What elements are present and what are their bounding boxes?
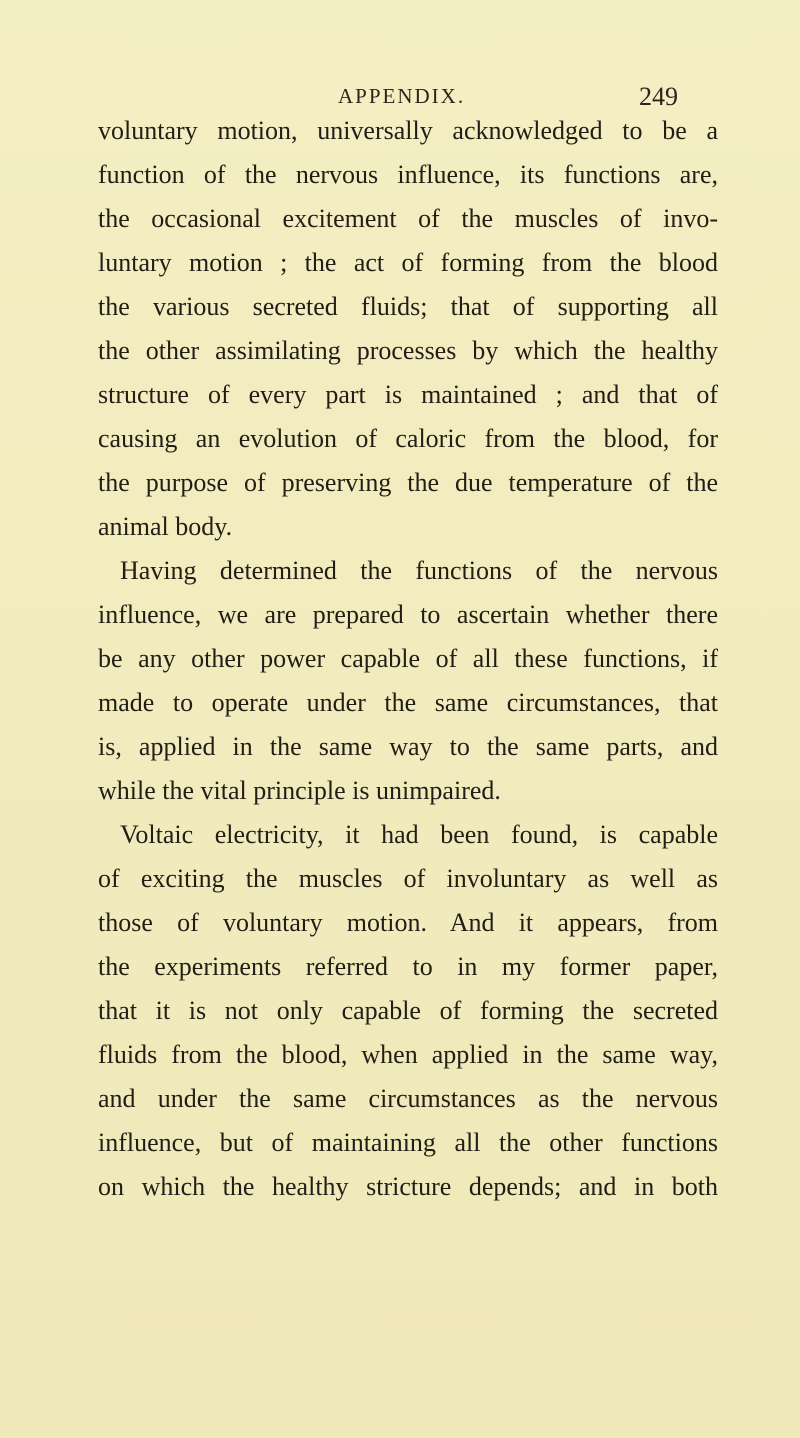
paragraph-start-line: Having determined the functions of the nervous bbox=[120, 556, 718, 585]
text-line: of exciting the muscles of involuntary as well as bbox=[98, 864, 718, 893]
text-line: that it is not only capable of forming the secreted bbox=[98, 996, 718, 1025]
text-line: influence, we are prepared to ascertain whether there bbox=[98, 600, 718, 629]
text-line: the other assimilating processes by which the healthy bbox=[98, 336, 718, 365]
body-text bbox=[98, 109, 718, 1209]
paragraph-end-line: animal body. bbox=[98, 512, 233, 541]
page-number: 249 bbox=[639, 82, 678, 111]
text-line: be any other power capable of all these functions, if bbox=[98, 644, 718, 673]
text-line: influence, but of maintaining all the other functions bbox=[98, 1128, 718, 1157]
text-line: on which the healthy stricture depends; and in both bbox=[98, 1172, 718, 1201]
text-line: function of the nervous influence, its functions are, bbox=[98, 160, 718, 189]
text-line: those of voluntary motion. And it appears, from bbox=[98, 908, 718, 937]
text-line: fluids from the blood, when applied in the same way, bbox=[98, 1040, 718, 1069]
text-line: causing an evolution of caloric from the blood, for bbox=[98, 424, 718, 453]
text-line: the experiments referred to in my former paper, bbox=[98, 952, 718, 981]
paragraph-start-line: Voltaic electricity, it had been found, is capable bbox=[120, 820, 718, 849]
text-line: is, applied in the same way to the same parts, and bbox=[98, 732, 718, 761]
paragraph-end-line: while the vital principle is unimpaired. bbox=[98, 776, 501, 805]
text-line: structure of every part is maintained ; and that of bbox=[98, 380, 718, 409]
text-line: the purpose of preserving the due temperature of the bbox=[98, 468, 718, 497]
text-line: the various secreted fluids; that of supporting all bbox=[98, 292, 718, 321]
text-line: voluntary motion, universally acknowledged to be a bbox=[98, 116, 718, 145]
text-line: luntary motion ; the act of forming from the blood bbox=[98, 248, 718, 277]
running-head: APPENDIX. bbox=[338, 84, 466, 108]
text-line: the occasional excitement of the muscles of invo- bbox=[98, 204, 718, 233]
text-line: and under the same circumstances as the nervous bbox=[98, 1084, 718, 1113]
text-line: made to operate under the same circumstances, that bbox=[98, 688, 718, 717]
